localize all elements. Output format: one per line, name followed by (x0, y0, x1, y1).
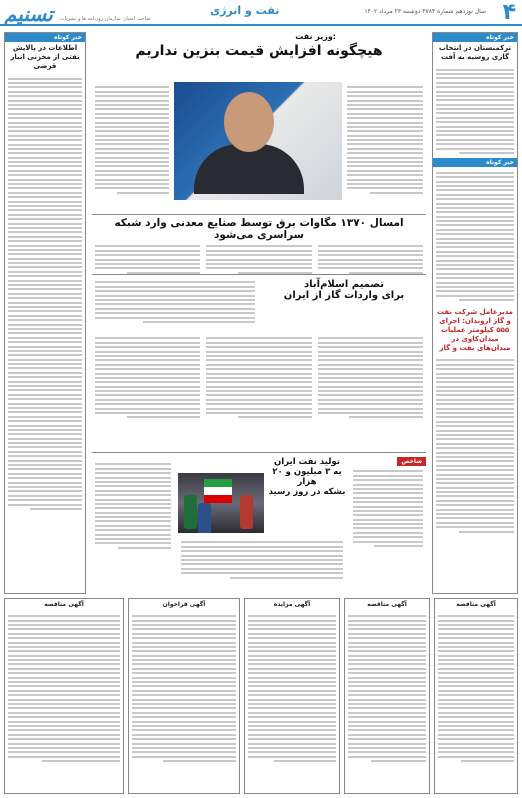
ad-4-body (345, 611, 429, 767)
minister-photo (174, 82, 342, 200)
oil-body-right (350, 466, 426, 551)
gas-body-top-left (92, 277, 258, 327)
ad-1-body (5, 611, 123, 767)
left-column-tag: خبر کوتاه (5, 33, 85, 42)
ad-3-title: آگهی مزایده (273, 601, 311, 608)
right-brief-body (433, 167, 517, 305)
lead-story (92, 32, 426, 212)
ad-box-3 (244, 598, 340, 794)
power-body (92, 241, 426, 278)
gas-headline-line2: برای واردات گاز از ایران (283, 290, 405, 301)
ad-3-body (245, 611, 339, 767)
ad-5-title: آگهی مناقصه (456, 601, 496, 608)
gas-headline-line1: تصمیم اسلام‌آباد (304, 279, 384, 290)
ad-box-5 (434, 598, 518, 794)
ad-box-4 (344, 598, 430, 794)
right-brief2-body (433, 355, 517, 537)
lead-body-right (344, 82, 426, 198)
ad-box-1 (4, 598, 124, 794)
ad-box-2 (128, 598, 240, 794)
masthead (0, 0, 522, 26)
oil-body-bottom (178, 537, 346, 583)
newspaper-logo: تسنیم (4, 2, 53, 26)
oil-tag: شاخص (397, 457, 426, 466)
ad-2-body (129, 611, 239, 767)
power-story (92, 214, 426, 272)
left-column (4, 32, 86, 594)
gas-body (92, 333, 426, 423)
oil-headline-line1: تولید نفت ایران (274, 457, 340, 467)
lead-kicker: وزیر نفت: (295, 32, 336, 41)
gas-story (92, 274, 426, 446)
ad-2-title: آگهی فراخوان (162, 601, 206, 608)
ad-5-body (435, 611, 517, 767)
right-column-title: ترکمنستان در انتخاب گازی روسیه به آفت (438, 44, 512, 62)
ad-1-title: آگهی مناقصه (44, 601, 84, 608)
oil-headline-line3: بشکه در روز رسید (268, 487, 346, 497)
left-column-title: اطلاعات در پالایش نفتی از مخزنی انبار قرضی (10, 44, 80, 71)
oil-body-left (92, 459, 174, 553)
ad-4-title: آگهی مناقصه (367, 601, 407, 608)
gas-headline-box (262, 279, 426, 301)
oil-barrels-photo (178, 473, 264, 533)
right-column-body (433, 64, 517, 158)
oil-story (92, 452, 426, 592)
publisher-line: صاحب امتیاز: سازمان روزنامه ها و نشریات (60, 16, 151, 22)
oil-headline-line2: به ۳ میلیون و ۲۰ هزار (272, 467, 342, 487)
right-column (432, 32, 518, 594)
right-column-tag: خبر کوتاه (433, 33, 517, 42)
left-column-body (5, 73, 85, 514)
page-number: ۴ (502, 0, 516, 25)
lead-body-left (92, 82, 172, 198)
lead-headline: هیچگونه افزایش قیمت بنزین نداریم (135, 43, 383, 59)
issue-info: سال نوزدهم شماره ۴۷۸۴ دوشنبه ۲۳ مرداد ۱۴۰۲ (364, 8, 486, 15)
section-title: نفت و انرژی (210, 4, 280, 17)
oil-right-box (350, 457, 426, 551)
power-headline: امسال ۱۳۷۰ مگاوات برق توسط صنایع معدنی وارد شبکه سراسری می‌شود (114, 217, 404, 241)
oil-headline-box (268, 457, 346, 497)
right-brief-title: مدیرعامل شرکت نفت و گاز اروندان: اجرای ۵۵۵ کیلومتر عملیات میدان‌کاوی در میدان‌های نفت و گاز (436, 307, 514, 352)
right-brief-tag: خبر کوتاه (433, 158, 517, 167)
